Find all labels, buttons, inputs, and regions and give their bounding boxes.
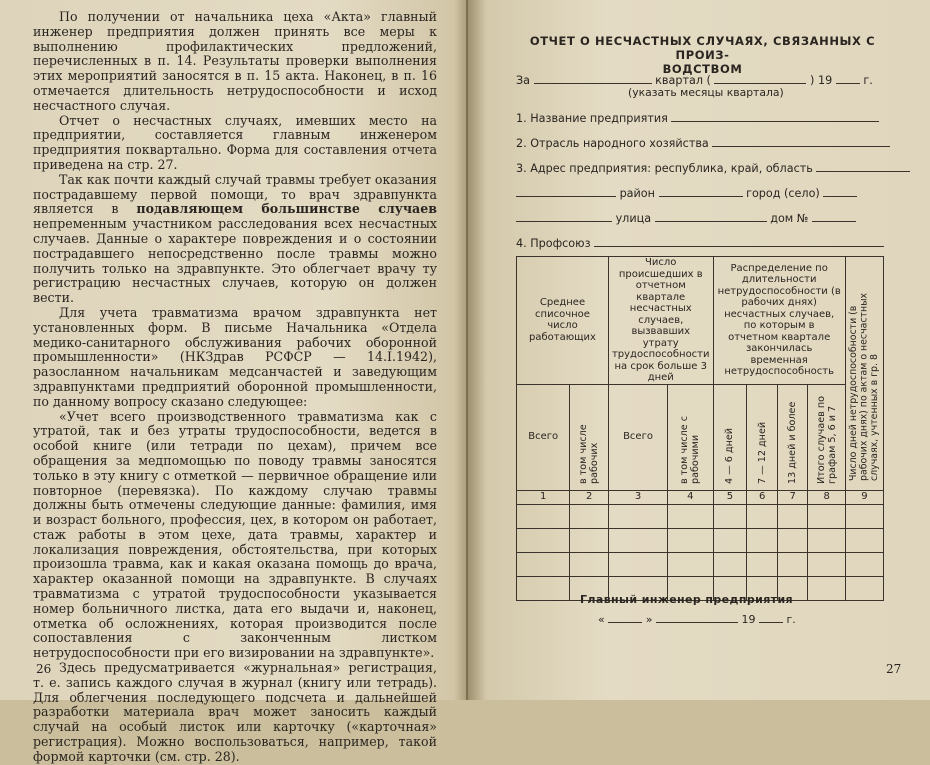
date-day-blank[interactable] bbox=[608, 613, 642, 623]
table-cell[interactable] bbox=[713, 528, 747, 552]
table-cell[interactable] bbox=[517, 552, 570, 576]
table-cell[interactable] bbox=[747, 528, 778, 552]
house-number-blank[interactable] bbox=[812, 212, 856, 222]
quarter-hint: (указать месяцы квартала) bbox=[628, 86, 784, 99]
table-cell[interactable] bbox=[777, 504, 808, 528]
column-number: 7 bbox=[777, 490, 808, 504]
months-blank[interactable] bbox=[714, 74, 806, 84]
header-accident-count: Число происшедших в отчетном квартале несчастных случаев, вызвавших утрату трудоспособности на срок больше 3 дней bbox=[608, 257, 713, 385]
column-number: 4 bbox=[668, 490, 713, 504]
table-row bbox=[517, 528, 884, 552]
table-cell[interactable] bbox=[747, 552, 778, 576]
column-number: 2 bbox=[570, 490, 609, 504]
header-days-lost: Число дней нетрудоспособности (в рабочих днях) по актам о несчастных случаях, учтенных в гр. 8 bbox=[845, 257, 883, 491]
table-cell[interactable] bbox=[517, 528, 570, 552]
table-cell[interactable] bbox=[517, 576, 570, 600]
column-number: 5 bbox=[713, 490, 747, 504]
subheader-7-12-days: 7 — 12 дней bbox=[747, 384, 778, 490]
table-row bbox=[517, 504, 884, 528]
table-cell[interactable] bbox=[570, 552, 609, 576]
column-number: 3 bbox=[608, 490, 667, 504]
quarter-line: За квартал ( ) 19 г. bbox=[516, 74, 873, 87]
city-blank[interactable] bbox=[823, 187, 857, 197]
house-pre-blank[interactable] bbox=[655, 212, 767, 222]
table-cell[interactable] bbox=[808, 552, 845, 576]
industry-blank[interactable] bbox=[712, 137, 890, 147]
subheader-4-6-days: 4 — 6 дней bbox=[713, 384, 747, 490]
column-number-row bbox=[517, 490, 884, 504]
region-blank[interactable] bbox=[816, 162, 910, 172]
table-cell[interactable] bbox=[808, 528, 845, 552]
subheader-total-cases: Итого случаев по графам 5, 6 и 7 bbox=[808, 384, 845, 490]
table-cell[interactable] bbox=[747, 504, 778, 528]
column-number: 8 bbox=[808, 490, 845, 504]
table-cell[interactable] bbox=[608, 504, 667, 528]
table-cell[interactable] bbox=[845, 528, 883, 552]
table-cell[interactable] bbox=[713, 504, 747, 528]
paragraph-4: Для учета травматизма врачом здравпункта нет установленных форм. В письме Начальника «Отдела медико-санитарного обслуживания рабочих оборонной промышленности» (НКЗдрав РСФСР — 14.I.1942), разосланном начальникам медсанчастей и заведующим здравпунктами предприятий оборонной промышленности, по данному вопросу сказано следующее: bbox=[33, 304, 437, 409]
chief-engineer-signature-label: Главный инженер предприятия bbox=[580, 593, 794, 606]
column-number: 9 bbox=[845, 490, 883, 504]
table-header-row bbox=[517, 257, 884, 385]
table-cell[interactable] bbox=[808, 576, 845, 600]
page-number-right: 27 bbox=[886, 662, 902, 676]
emphasis-text: подавляющем большинстве случаев bbox=[136, 201, 437, 217]
city-pre-blank[interactable] bbox=[659, 187, 743, 197]
table-cell[interactable] bbox=[608, 552, 667, 576]
table-cell[interactable] bbox=[668, 504, 713, 528]
table-cell[interactable] bbox=[570, 528, 609, 552]
table-cell[interactable] bbox=[845, 552, 883, 576]
field-trade-union: 4. Профсоюз bbox=[516, 237, 884, 250]
subheader-total-accidents: Всего bbox=[608, 384, 667, 490]
paragraph-1: По получении от начальника цеха «Акта» главный инженер предприятия должен принять все меры к выполнению профилактических предложений, перечисленных в п. 14. Результаты проверки выполнения этих мероприятий заносятся в п. 15 акта. Наконец, в п. 16 отмечается длительность нетрудоспособности и исход несчастного случая. bbox=[33, 9, 437, 113]
enterprise-name-blank[interactable] bbox=[671, 112, 879, 122]
year-blank[interactable] bbox=[836, 74, 860, 84]
subheader-13-plus-days: 13 дней и более bbox=[777, 384, 808, 490]
header-average-workers: Среднее списочное число работающих bbox=[517, 257, 609, 385]
date-month-blank[interactable] bbox=[656, 613, 738, 623]
paragraph-5-quote: «Учет всего производственного травматизма как с утратой, так и без утраты трудоспособности, ведется в особой книге (или тетради по цехам), причем все обращения за медпомощью по поводу травмы заносятся только в эту книгу с отметкой — первичное обращение или повторное (перевязка). По каждому случаю травмы должны быть отмечены следующие данные: фамилия, имя и возраст больного, профессия, цех, в котором он работает, стаж работы в этом цехе, дата травмы, характер и локализация повреждения, обстоятельства, при которых произошла травма, как и какая оказана помощь до врача, характер оказанной помощи на здравпункте. В случаях травматизма с утратой трудоспособности указывается номер больничного листка, дата его выдачи и, наконец, отметка об осложнениях, которая производится после сопоставления с законченным листком нетрудоспособности при его визировании на здравпункте». bbox=[33, 408, 437, 661]
table-cell[interactable] bbox=[777, 552, 808, 576]
table-subheader-row bbox=[517, 384, 884, 490]
trade-union-blank[interactable] bbox=[594, 237, 884, 247]
subheader-workers: в том числе рабочих bbox=[570, 384, 609, 490]
field-district-city: район город (село) bbox=[516, 187, 857, 200]
paragraph-3: Так как почти каждый случай травмы требует оказания пострадавшему первой помощи, то врач здравпункта является в подавляющем большинстве случаев непременным участником расследования всех несчастных случаев. Данные о характере повреждения и о состоянии пострадавшего непосредственно после травмы можно получить только на здравпункте. Это облегчает врачу ту регистрацию несчастных случаев, которую он должен вести. bbox=[33, 171, 437, 306]
table-cell[interactable] bbox=[570, 504, 609, 528]
table-cell[interactable] bbox=[845, 576, 883, 600]
column-number: 1 bbox=[517, 490, 570, 504]
left-page-text bbox=[33, 10, 437, 765]
table-cell[interactable] bbox=[608, 528, 667, 552]
subheader-total-workers: Всего bbox=[517, 384, 570, 490]
field-industry: 2. Отрасль народного хозяйства bbox=[516, 137, 890, 150]
field-enterprise-name: 1. Название предприятия bbox=[516, 112, 879, 125]
signature-date-line: « » 19 г. bbox=[598, 613, 796, 626]
column-number: 6 bbox=[747, 490, 778, 504]
report-title: ОТЧЕТ О НЕСЧАСТНЫХ СЛУЧАЯХ, СВЯЗАННЫХ С ПРОИЗ- ВОДСТВОМ bbox=[529, 34, 876, 76]
date-year-blank[interactable] bbox=[759, 613, 783, 623]
table-cell[interactable] bbox=[777, 528, 808, 552]
street-blank[interactable] bbox=[516, 212, 612, 222]
table-row bbox=[517, 552, 884, 576]
paragraph-6: Здесь предусматривается «журнальная» регистрация, т. е. запись каждого случая в журнал (книгу или тетрадь). Для облегчения последующего подсчета и дальнейшей разработки материала врач может заносить каждый случай на особый листок или карточку («карточная» регистрация). Можно воспользоваться, например, такой формой карточки (см. стр. 28). bbox=[33, 660, 437, 764]
table-cell[interactable] bbox=[668, 552, 713, 576]
table-cell[interactable] bbox=[517, 504, 570, 528]
table-cell[interactable] bbox=[845, 504, 883, 528]
subheader-with-workers: в том числе с рабочими bbox=[668, 384, 713, 490]
district-blank[interactable] bbox=[516, 187, 616, 197]
field-address: 3. Адрес предприятия: республика, край, область bbox=[516, 162, 910, 175]
table-cell[interactable] bbox=[668, 528, 713, 552]
page-number-left: 26 bbox=[36, 662, 52, 676]
table-cell[interactable] bbox=[713, 552, 747, 576]
paragraph-2: Отчет о несчастных случаях, имевших место на предприятии, составляется главным инженером предприятия поквартально. Форма для составления отчета приведена на стр. 27. bbox=[33, 112, 437, 172]
accident-report-table bbox=[516, 256, 884, 601]
table-cell[interactable] bbox=[808, 504, 845, 528]
quarter-blank[interactable] bbox=[534, 74, 652, 84]
header-duration-distribution: Распределение по длительности нетрудоспособности (в рабочих днях) несчастных случаев, по которым в отчетном квартале закончилась временная нетрудоспособность bbox=[713, 257, 845, 385]
field-street-house: улица дом № bbox=[516, 212, 856, 225]
